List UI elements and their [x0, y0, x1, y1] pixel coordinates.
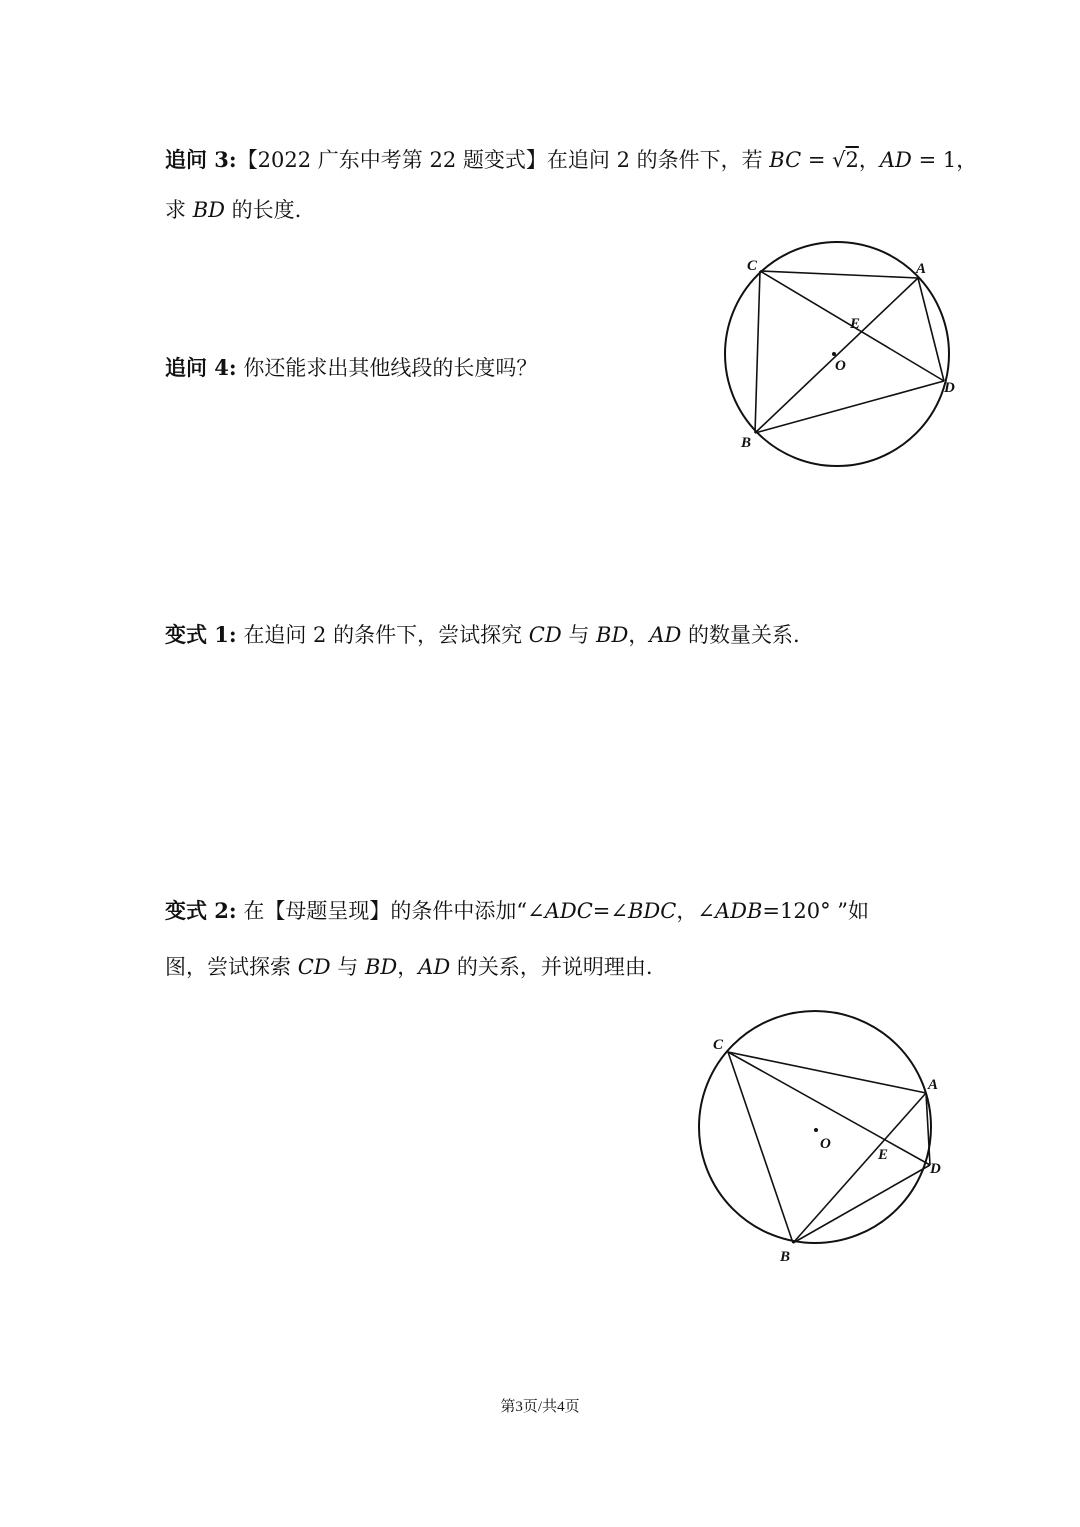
- q3-source: 【2022 广东中考第 22 题变式】: [236, 148, 547, 172]
- v2-t1: 在【母题呈现】的条件中添加“∠: [243, 899, 545, 923]
- fig2-label-a: A: [928, 1077, 939, 1093]
- v1-cd: CD: [528, 623, 562, 647]
- v2-bd: BD: [364, 955, 398, 979]
- fig1-label-b: B: [741, 435, 752, 451]
- q3-bd: BD: [192, 198, 225, 222]
- fig1-center-dot: [832, 352, 836, 356]
- fig1-label-o: O: [835, 358, 846, 374]
- v2-adc: ADC: [544, 899, 593, 923]
- v1-ad: AD: [649, 623, 682, 647]
- figure-2: [690, 1005, 960, 1275]
- v2-adb: ADB: [714, 899, 763, 923]
- v1-label: 变式 1:: [165, 622, 237, 647]
- q4-text: 你还能求出其他线段的长度吗？: [243, 356, 538, 380]
- q3-line2: [165, 195, 301, 225]
- q3-label: 追问 3:: [165, 147, 237, 172]
- q4-label: 追问 4:: [165, 355, 237, 380]
- fig1-label-d: D: [944, 380, 955, 396]
- q4-line: [165, 353, 537, 383]
- fig2-segment-bd: [793, 1165, 930, 1243]
- v2-line2-a: 图，尝试探索: [165, 955, 298, 979]
- q3-line2-a: 求: [165, 198, 193, 222]
- v2-t2: =∠: [592, 899, 628, 923]
- fig1-label-c: C: [747, 258, 758, 274]
- fig2-label-o: O: [820, 1136, 831, 1152]
- v2-line2: [165, 952, 653, 982]
- fig2-center-dot: [814, 1128, 818, 1132]
- v2-bdc: BDC: [628, 899, 677, 923]
- fig2-label-b: B: [780, 1249, 791, 1265]
- q3-bc: BC: [769, 148, 802, 172]
- q3-comma: ，: [858, 148, 880, 172]
- fig2-label-c: C: [713, 1037, 724, 1053]
- q3-condition: 在追问 2 的条件下，若: [546, 148, 770, 172]
- q3-line2-b: 的长度.: [224, 198, 302, 222]
- v2-line1: [165, 896, 869, 926]
- v1-bd: BD: [596, 623, 629, 647]
- v2-ad: AD: [418, 955, 451, 979]
- v2-cd: CD: [297, 955, 331, 979]
- fig1-label-e: E: [850, 316, 861, 332]
- v1-t2: 与: [561, 623, 597, 647]
- v1-line: [165, 620, 800, 650]
- figure-1: [710, 238, 970, 473]
- fig2-label-d: D: [930, 1161, 941, 1177]
- fig2-segment-ca: [728, 1052, 926, 1093]
- v1-t1: 在追问 2 的条件下，尝试探究: [243, 623, 529, 647]
- fig1-segment-cb: [755, 271, 760, 433]
- v2-line2-c: ，: [397, 955, 419, 979]
- v1-t3: ，: [628, 623, 650, 647]
- q3-ad: AD: [879, 148, 912, 172]
- fig2-label-e: E: [878, 1147, 889, 1163]
- fig1-segment-ca: [760, 271, 918, 278]
- q3-eq2: = 1，: [911, 148, 978, 172]
- fig1-label-a: A: [916, 261, 927, 277]
- v2-t3: ，∠: [676, 899, 715, 923]
- v2-label: 变式 2:: [165, 898, 237, 923]
- q3-line1: [165, 145, 977, 175]
- v2-line2-d: 的关系，并说明理由.: [450, 955, 653, 979]
- v2-line2-b: 与: [330, 955, 365, 979]
- v1-t4: 的数量关系.: [681, 623, 800, 647]
- v2-t4: =120° ”如: [762, 899, 869, 923]
- q3-sqrt-num: 2: [845, 148, 859, 172]
- fig2-segment-ba: [793, 1093, 926, 1243]
- q3-eq1: = √: [801, 148, 846, 172]
- page-footer: 第3页/共4页: [500, 1399, 580, 1415]
